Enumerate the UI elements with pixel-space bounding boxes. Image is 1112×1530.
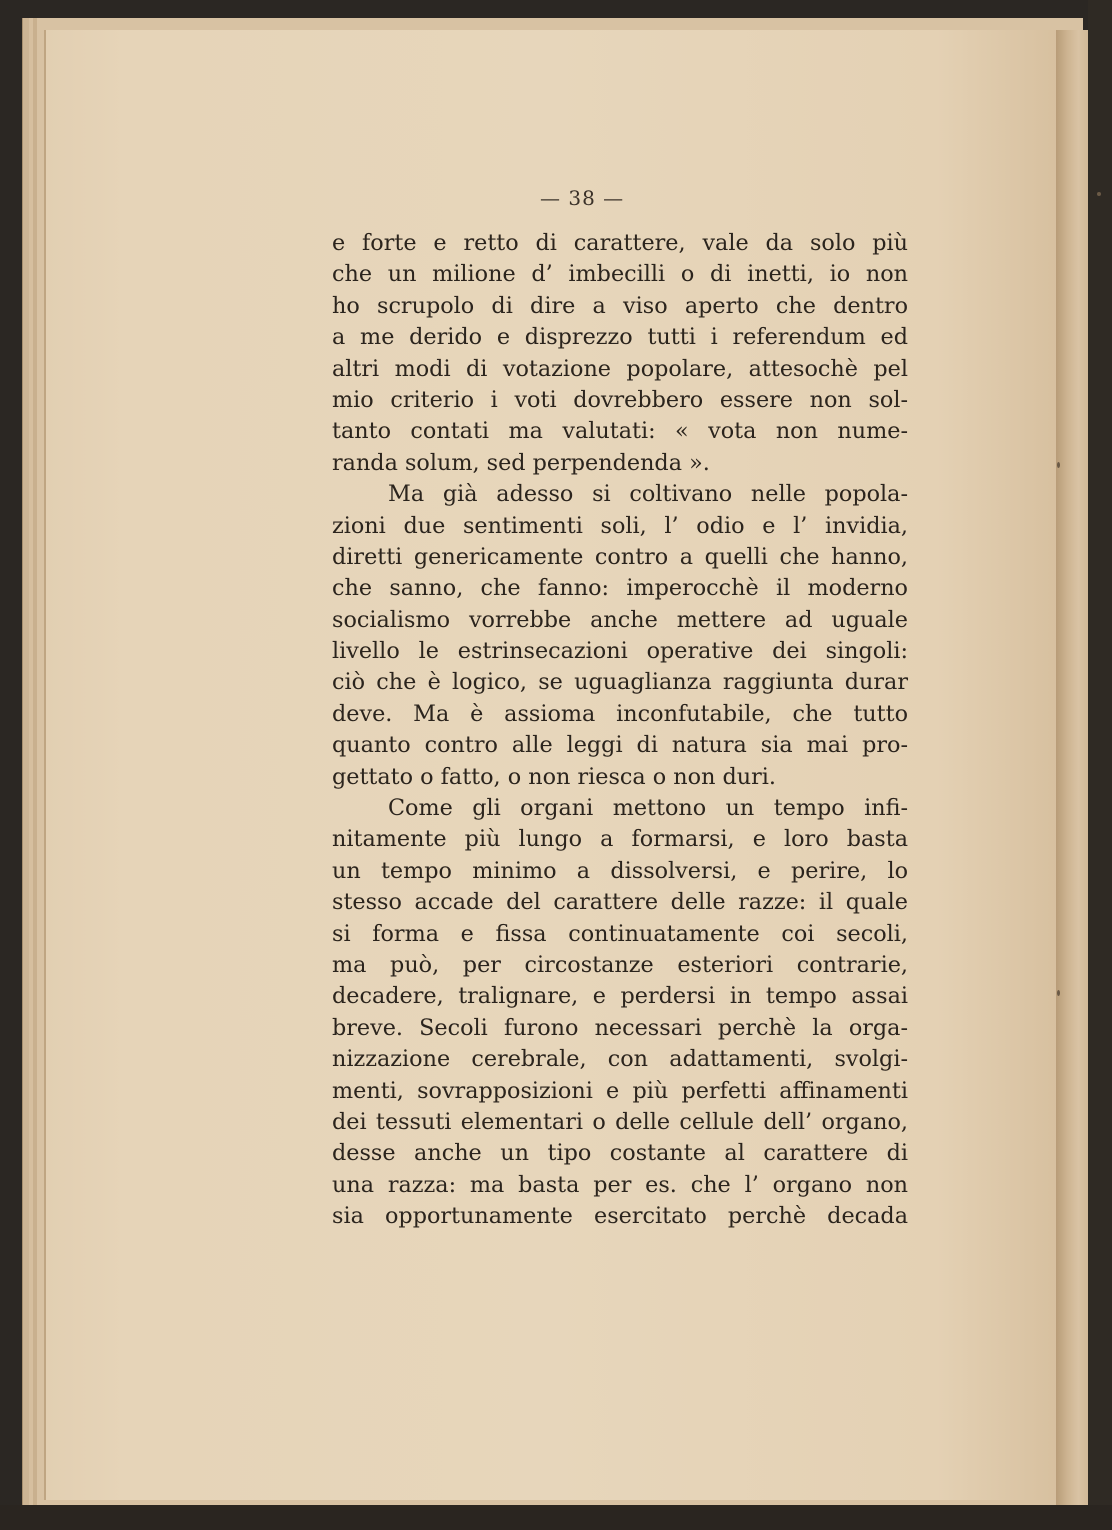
paper-speck — [1057, 990, 1060, 996]
text-line: nitamente più lungo a formarsi, e loro basta — [332, 826, 908, 853]
scan-border-bottom — [0, 1505, 1112, 1530]
text-line: menti, sovrapposizioni e più perfetti affinamenti — [332, 1077, 908, 1104]
text-line: Ma già adesso si coltivano nelle popola- — [388, 481, 908, 508]
text-line: nizzazione cerebrale, con adattamenti, svolgi- — [332, 1046, 908, 1073]
text-line: che sanno, che fanno: imperocchè il moderno — [332, 575, 908, 602]
text-line: stesso accade del carattere delle razze: il quale — [332, 889, 908, 916]
text-line: altri modi di votazione popolare, attesochè pel — [332, 355, 908, 382]
text-line: che un milione d’ imbecilli o di inetti, io non — [332, 261, 908, 288]
paper-speck — [1057, 462, 1060, 468]
text-line: gettato o fatto, o non riesca o non duri. — [332, 763, 777, 790]
paper-speck — [1097, 192, 1101, 196]
paragraph — [332, 479, 908, 793]
text-line: Come gli organi mettono un tempo infi- — [388, 795, 908, 822]
text-line: ciò che è logico, se uguaglianza raggiunta durar — [332, 669, 908, 696]
text-line: tanto contati ma valutati: « vota non nume- — [332, 418, 908, 445]
text-line: a me derido e disprezzo tutti i referendum ed — [332, 324, 908, 351]
scan-border-right — [1088, 0, 1112, 1530]
text-line: breve. Secoli furono necessari perchè la orga- — [332, 1014, 908, 1041]
text-line: si forma e fissa continuatamente coi secoli, — [332, 920, 908, 947]
text-line: un tempo minimo a dissolversi, e perire, lo — [332, 857, 908, 884]
page-number: — 38 — — [540, 186, 625, 210]
text-line: decadere, tralignare, e perdersi in tempo assai — [332, 983, 908, 1010]
text-line: diretti genericamente contro a quelli che hanno, — [332, 543, 908, 570]
text-line: socialismo vorrebbe anche mettere ad uguale — [332, 606, 908, 633]
text-line: quanto contro alle leggi di natura sia mai pro- — [332, 732, 908, 759]
paragraph — [332, 793, 908, 1232]
text-line: mio criterio i voti dovrebbero essere non sol- — [332, 386, 908, 413]
text-line: deve. Ma è assioma inconfutabile, che tutto — [332, 700, 908, 727]
text-line: zioni due sentimenti soli, l’ odio e l’ invidia, — [332, 512, 908, 539]
text-line: una razza: ma basta per es. che l’ organo non — [332, 1171, 908, 1198]
text-line: desse anche un tipo costante al carattere di — [332, 1140, 908, 1167]
body-text — [332, 228, 908, 1233]
text-line: e forte e retto di carattere, vale da solo più — [332, 230, 908, 256]
text-line: ma può, per circostanze esteriori contrarie, — [332, 951, 908, 978]
text-line: dei tessuti elementari o delle cellule dell’ organo, — [332, 1108, 908, 1135]
text-line: livello le estrinsecazioni operative dei singoli: — [332, 638, 908, 665]
paragraph — [332, 228, 908, 479]
text-line: ho scrupolo di dire a viso aperto che dentro — [332, 292, 908, 319]
text-line: sia opportunamente esercitato perchè decada — [332, 1203, 908, 1230]
text-line: randa solum, sed perpendenda ». — [332, 449, 710, 476]
